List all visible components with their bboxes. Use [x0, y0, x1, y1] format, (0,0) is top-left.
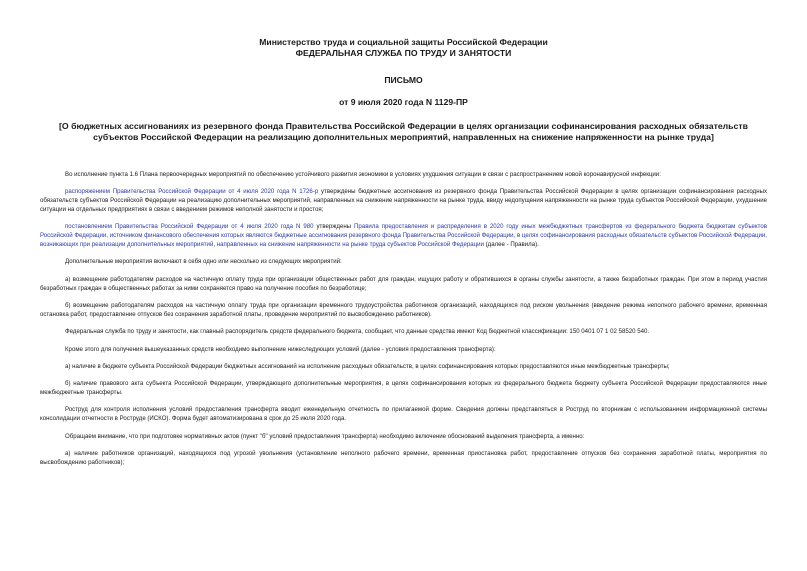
paragraph-budget-code: Федеральная служба по труду и занятости, как главный распорядитель средств федерального бюджета, сообщает, что данные средства имеют Код бюджетной классификации: 150 0401 07 1 02 58520 540. [65, 328, 650, 336]
resolution-link[interactable]: постановлением Правительства Российской Федерации от 4 июля 2020 года N 980 [65, 223, 314, 231]
decree-link[interactable]: распоряжением Правительства Российской Федерации от 4 июля 2020 года N 1726-р [65, 188, 319, 196]
document-type: ПИСЬМО [384, 75, 423, 85]
paragraph-text: утверждены [313, 223, 355, 231]
paragraph-attention: Обращаем внимание, что при подготовке нормативных актов (пункт "б" условий предоставления трансферта) необходимо включение обоснований выделения трансферта, а именно: [65, 432, 585, 440]
ministry-name: Министерство труда и социальной защиты Российской Федерации [259, 37, 548, 47]
paragraph-condition-b: б) наличие правового акта субъекта Российской Федерации, утверждающего дополнительные мероприятия, в целях софинансирования которых из федерального бюджета бюджету субъекта Российской Федерации предоставляются иные межбюджетные трансферты. [40, 380, 767, 397]
paragraph-decree [40, 188, 767, 214]
paragraph-measure-a: а) возмещение работодателям расходов на частичную оплату труда при организации общественных работ для граждан, ищущих работу и обратившихся в органы службы занятости, а также безработных граждан. При этом в период участия безработных граждан в общественных работах за ними сохраняется право на получение пособия по безработице; [40, 275, 767, 292]
document-title: [О бюджетных ассигнованиях из резервного фонда Правительства Российской Федерации в целях организации софинансирования расходных обязательств субъектов Российской Федерации на реализацию дополнительных мероприятий, направленных на снижение напряженности на рынке труда] [59, 121, 748, 142]
paragraph-measures: Дополнительные мероприятия включают в себя одно или несколько из следующих мероприятий: [65, 258, 342, 266]
document-date: от 9 июля 2020 года N 1129-ПР [339, 96, 468, 107]
paragraph-condition-a: а) наличие в бюджете субъекта Российской Федерации бюджетных ассигнований на исполнение расходных обязательств, в целях софинансирования которых предоставляются иные межбюджетные трансферты; [65, 362, 670, 370]
paragraph-intro: Во исполнение пункта 1.6 Плана первоочередных мероприятий по обеспечению устойчивого развития экономики в условиях ухудшения ситуации в связи с распространением новой коронавирусной инфекции: [65, 171, 661, 178]
paragraph-conditions: Кроме этого для получения вышеуказанных средств необходимо выполнение нижеследующих условий (далее - условия предоставления трансферта): [65, 345, 496, 353]
paragraph-resolution [40, 223, 767, 249]
document-body [40, 171, 767, 468]
paragraph-justification-a: а) наличие работников организаций, находящихся под угрозой увольнения (установление неполного рабочего времени, временная приостановка работ, предоставление отпусков без сохранения заработной платы, мероприятия по высвобождению работников); [40, 450, 767, 466]
paragraph-text: утверждены бюджетные ассигнования из резервного фонда Правительства Российской Федерации в целях организации софинансирования расходных обязательств субъектов Российской Федерации на реализацию дополнительных мероприятий, направленных на снижение напряженности на рынке труда, ввиду недопущения напряженности на рынке труда субъектов Российской Федерации, ухудшение ситуации на отдельных предприятиях в связи с введением режимов неполной занятости и простоя; [40, 188, 768, 213]
paragraph-measure-b: б) возмещение работодателям расходов на частичную оплату труда при организации временного трудоустройства работников организаций, находящихся под риском увольнения (введение режима неполного рабочего времени, временная остановка работ, предоставление отпусков без сохранения заработной платы, проведение мероприятий по высвобождению работников). [40, 301, 767, 318]
service-name: ФЕДЕРАЛЬНАЯ СЛУЖБА ПО ТРУДУ И ЗАНЯТОСТИ [295, 47, 512, 58]
paragraph-reporting: Роструд для контроля исполнения условий предоставления трансферта вводит еженедельную отчетность по прилагаемой форме. Сведения должны представляться в Роструд по вторникам с использованием информационной системы консолидации отчетности в Роструде (ИСКО). Форма будет автоматизирована в срок до 25 июля 2020 года. [40, 406, 767, 423]
rules-link[interactable]: Правила предоставления и распределения в 2020 году иных межбюджетных трансфертов из федерального бюджета бюджетам субъектов Российской Федерации, источником финансового обеспечения которых являются бюджетные ассигнования резервного фонда Правительства Российской Федерации, в целях софинансирования расходных обязательств субъектов Российской Федерации, возникающих при реализации дополнительных мероприятий, направленных на снижение напряженности на рынке труда субъектов Российской Федерации [40, 223, 768, 248]
paragraph-text: (далее - Правила). [483, 240, 539, 248]
